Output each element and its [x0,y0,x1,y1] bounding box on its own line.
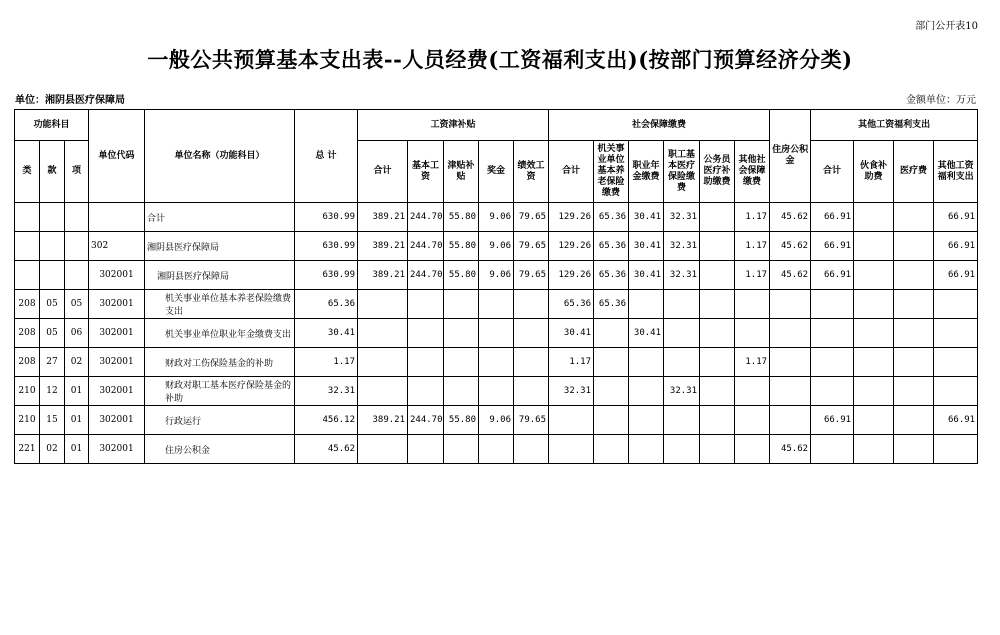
amount-cell [408,290,444,319]
unit-name-cell: 机关事业单位基本养老保险缴费支出 [145,290,295,319]
xiang-cell: 05 [65,290,89,319]
table-row [15,203,978,232]
amount-cell: 244.70 [408,232,444,261]
wage-sub-header: 津贴补贴 [444,141,479,203]
amount-cell [358,377,408,406]
amount-cell [664,290,700,319]
amount-cell [408,319,444,348]
table-row [15,319,978,348]
kuan-cell: 05 [40,290,65,319]
lei-cell [15,203,40,232]
amount-cell [854,435,894,464]
amount-cell [854,261,894,290]
func-subject-header: 功能科目 [15,110,89,141]
wage-sub-header: 合计 [358,141,408,203]
amount-cell [358,290,408,319]
unit-code-cell: 302001 [89,319,145,348]
amount-cell [664,348,700,377]
amount-cell: 66.91 [811,261,854,290]
page-title: 一般公共预算基本支出表--人员经费(工资福利支出)(按部门预算经济分类) [147,47,853,72]
amount-cell: 45.62 [295,435,358,464]
xiang-cell: 06 [65,319,89,348]
social-sub-header: 公务员医疗补助缴费 [700,141,735,203]
amount-cell: 129.26 [549,203,594,232]
amount-cell [894,261,934,290]
other-group-header: 其他工资福利支出 [811,110,978,141]
wage-sub-header: 奖金 [479,141,514,203]
unit-code-cell: 302001 [89,290,145,319]
amount-cell [854,348,894,377]
amount-cell: 65.36 [594,203,629,232]
lei-cell: 208 [15,290,40,319]
amount-cell [594,319,629,348]
wage-sub-header: 基本工资 [408,141,444,203]
unit-label: 单位：湘阴县医疗保障局 [15,95,125,106]
amount-cell [894,348,934,377]
amount-cell [479,435,514,464]
amount-cell [934,319,978,348]
amount-cell [811,290,854,319]
amount-cell [894,290,934,319]
amount-cell [594,348,629,377]
amount-cell: 55.80 [444,406,479,435]
amount-cell: 1.17 [295,348,358,377]
amount-cell: 45.62 [770,232,811,261]
table-row [15,406,978,435]
amount-cell: 79.65 [514,261,549,290]
amount-cell: 9.06 [479,203,514,232]
other-sub-header: 医疗费 [894,141,934,203]
amount-cell [700,290,735,319]
amount-cell [735,435,770,464]
amount-cell [479,348,514,377]
other-sub-header: 伙食补助费 [854,141,894,203]
amount-cell [514,348,549,377]
amount-cell: 389.21 [358,203,408,232]
amount-cell: 1.17 [735,232,770,261]
amount-cell [735,406,770,435]
amount-cell: 65.36 [549,290,594,319]
amount-cell [894,435,934,464]
amount-cell: 55.80 [444,203,479,232]
unit-name-cell: 湘阴县医疗保障局 [145,261,295,290]
amount-cell: 389.21 [358,261,408,290]
amount-cell [664,319,700,348]
unit-code-header: 单位代码 [89,110,145,203]
amount-cell [408,377,444,406]
housing-fund-header: 住房公积金 [770,110,811,203]
amount-cell: 129.26 [549,232,594,261]
amount-cell [629,435,664,464]
amount-cell: 30.41 [629,203,664,232]
amount-cell [854,319,894,348]
amount-cell: 45.62 [770,261,811,290]
amount-cell [735,290,770,319]
social-sub-header: 职业年金缴费 [629,141,664,203]
unit-code-cell: 302001 [89,261,145,290]
xiang-cell: 01 [65,377,89,406]
amount-cell [894,377,934,406]
amount-cell [514,435,549,464]
amount-cell: 66.91 [934,232,978,261]
amount-cell: 9.06 [479,406,514,435]
amount-cell: 30.41 [629,261,664,290]
amount-cell: 1.17 [549,348,594,377]
amount-cell [700,348,735,377]
unit-code-cell: 302001 [89,377,145,406]
amount-cell [770,290,811,319]
amount-cell: 129.26 [549,261,594,290]
amount-cell: 66.91 [934,406,978,435]
amount-cell [770,377,811,406]
wage-sub-header: 绩效工资 [514,141,549,203]
social-sub-header: 其他社会保障缴费 [735,141,770,203]
amount-cell [894,406,934,435]
amount-cell: 66.91 [934,261,978,290]
social-sub-header: 职工基本医疗保险缴费 [664,141,700,203]
amount-cell [735,377,770,406]
amount-cell [854,203,894,232]
amount-cell [811,348,854,377]
amount-cell [358,348,408,377]
amount-cell [514,377,549,406]
kuan-header: 款 [40,141,65,203]
table-row [15,261,978,290]
amount-cell [629,348,664,377]
unit-name-cell: 湘阴县医疗保障局 [145,232,295,261]
amount-cell: 32.31 [664,203,700,232]
amount-cell [408,435,444,464]
table-row [15,348,978,377]
amount-cell: 79.65 [514,232,549,261]
amount-cell [700,319,735,348]
lei-cell: 208 [15,319,40,348]
amount-cell: 9.06 [479,261,514,290]
amount-cell [514,319,549,348]
amount-cell: 32.31 [664,232,700,261]
amount-cell: 389.21 [358,232,408,261]
amount-cell: 244.70 [408,406,444,435]
lei-cell: 221 [15,435,40,464]
xiang-header: 项 [65,141,89,203]
amount-cell: 30.41 [629,319,664,348]
amount-cell [479,377,514,406]
total-header: 总 计 [295,110,358,203]
unit-name-cell: 机关事业单位职业年金缴费支出 [145,319,295,348]
amount-cell [358,435,408,464]
amount-cell: 1.17 [735,348,770,377]
amount-cell: 55.80 [444,261,479,290]
xiang-cell: 01 [65,435,89,464]
table-row [15,232,978,261]
amount-cell: 66.91 [811,203,854,232]
amount-cell [770,406,811,435]
amount-cell [594,377,629,406]
amount-cell: 79.65 [514,203,549,232]
amount-cell [934,290,978,319]
amount-cell: 65.36 [594,261,629,290]
amount-cell [735,319,770,348]
amount-cell [444,319,479,348]
amount-cell [700,203,735,232]
table-row [15,377,978,406]
amount-cell [934,435,978,464]
social-group-header: 社会保障缴费 [549,110,770,141]
amount-cell: 30.41 [549,319,594,348]
amount-cell: 65.36 [594,232,629,261]
money-unit-label: 金额单位：万元 [906,95,976,106]
report-number-label: 部门公开表10 [915,21,978,32]
amount-cell: 45.62 [770,435,811,464]
unit-code-cell: 302001 [89,435,145,464]
amount-cell [770,348,811,377]
budget-table [14,109,978,464]
amount-cell: 45.62 [770,203,811,232]
social-sub-header: 机关事业单位基本养老保险缴费 [594,141,629,203]
amount-cell [700,261,735,290]
amount-cell: 1.17 [735,261,770,290]
amount-cell [594,435,629,464]
kuan-cell [40,261,65,290]
amount-cell: 66.91 [811,232,854,261]
amount-cell [549,406,594,435]
amount-cell [854,406,894,435]
unit-name-cell: 行政运行 [145,406,295,435]
amount-cell [770,319,811,348]
kuan-cell: 27 [40,348,65,377]
amount-cell: 9.06 [479,232,514,261]
amount-cell [700,406,735,435]
unit-code-cell [89,203,145,232]
lei-cell [15,261,40,290]
lei-cell: 210 [15,406,40,435]
amount-cell [664,406,700,435]
amount-cell [894,232,934,261]
amount-cell: 66.91 [934,203,978,232]
amount-cell [700,435,735,464]
xiang-cell: 02 [65,348,89,377]
amount-cell [479,319,514,348]
amount-cell: 30.41 [295,319,358,348]
amount-cell [444,348,479,377]
amount-cell [629,377,664,406]
amount-cell: 79.65 [514,406,549,435]
kuan-cell: 12 [40,377,65,406]
xiang-cell [65,203,89,232]
lei-cell: 208 [15,348,40,377]
amount-cell: 30.41 [629,232,664,261]
amount-cell [629,290,664,319]
amount-cell [700,232,735,261]
unit-name-cell: 财政对工伤保险基金的补助 [145,348,295,377]
amount-cell [444,290,479,319]
amount-cell [594,406,629,435]
amount-cell: 630.99 [295,232,358,261]
amount-cell: 1.17 [735,203,770,232]
unit-name-cell: 合计 [145,203,295,232]
other-sub-header: 其他工资福利支出 [934,141,978,203]
amount-cell [479,290,514,319]
amount-cell [629,406,664,435]
other-sub-header: 合计 [811,141,854,203]
table-body [15,203,978,464]
amount-cell [664,435,700,464]
amount-cell [854,232,894,261]
amount-cell: 66.91 [811,406,854,435]
amount-cell [894,203,934,232]
amount-cell: 32.31 [664,377,700,406]
table-row [15,290,978,319]
lei-cell: 210 [15,377,40,406]
amount-cell: 456.12 [295,406,358,435]
kuan-cell: 05 [40,319,65,348]
amount-cell: 630.99 [295,203,358,232]
lei-cell [15,232,40,261]
amount-cell [934,348,978,377]
amount-cell [811,377,854,406]
kuan-cell: 15 [40,406,65,435]
amount-cell [444,435,479,464]
wage-group-header: 工资津补贴 [358,110,549,141]
xiang-cell: 01 [65,406,89,435]
table-row [15,435,978,464]
xiang-cell [65,232,89,261]
amount-cell [811,435,854,464]
amount-cell [408,348,444,377]
amount-cell: 630.99 [295,261,358,290]
amount-cell [514,290,549,319]
amount-cell: 32.31 [664,261,700,290]
lei-header: 类 [15,141,40,203]
amount-cell: 65.36 [594,290,629,319]
unit-name-header: 单位名称（功能科目） [145,110,295,203]
kuan-cell: 02 [40,435,65,464]
amount-cell [811,319,854,348]
amount-cell [934,377,978,406]
unit-name-cell: 财政对职工基本医疗保险基金的补助 [145,377,295,406]
unit-name-cell: 住房公积金 [145,435,295,464]
amount-cell: 55.80 [444,232,479,261]
amount-cell: 244.70 [408,203,444,232]
unit-code-cell: 302 [89,232,145,261]
amount-cell [894,319,934,348]
xiang-cell [65,261,89,290]
amount-cell: 32.31 [549,377,594,406]
amount-cell [854,290,894,319]
amount-cell [358,319,408,348]
social-sub-header: 合计 [549,141,594,203]
amount-cell [854,377,894,406]
amount-cell: 389.21 [358,406,408,435]
amount-cell: 65.36 [295,290,358,319]
amount-cell [549,435,594,464]
amount-cell [700,377,735,406]
amount-cell: 32.31 [295,377,358,406]
kuan-cell [40,203,65,232]
unit-code-cell: 302001 [89,348,145,377]
amount-cell [444,377,479,406]
unit-code-cell: 302001 [89,406,145,435]
amount-cell: 244.70 [408,261,444,290]
kuan-cell [40,232,65,261]
